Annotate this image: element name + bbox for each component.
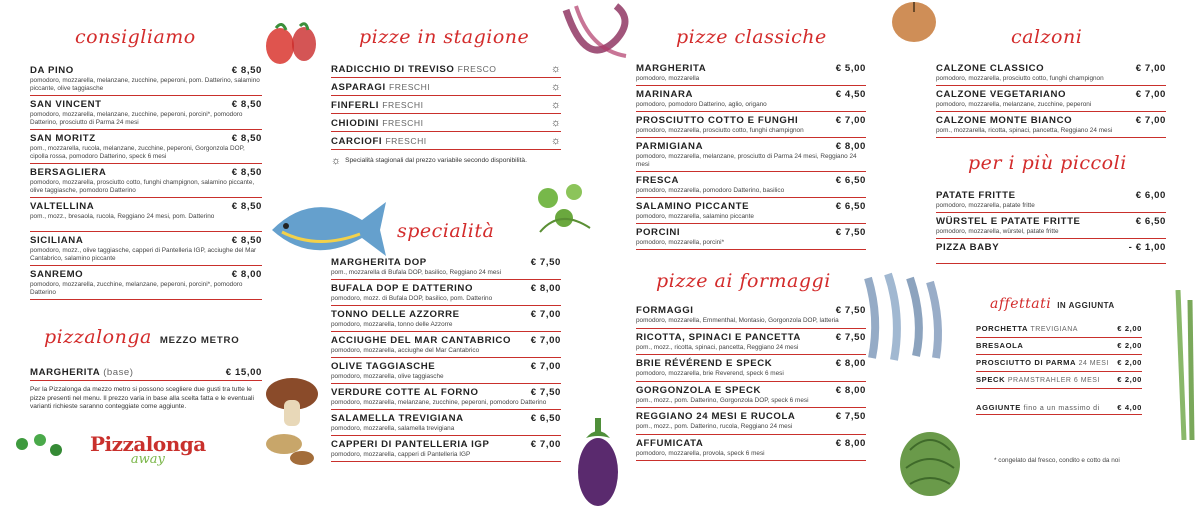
menu-item [30,62,262,96]
pizzalonga-item-price: € 15,00 [225,367,262,378]
item-name: CARCIOFI [331,136,383,147]
menu-item [936,86,1166,112]
item-qualifier: FRESCHI [382,100,424,110]
item-description: pom., mozzarella di Bufala DOP, basilico, Reggiano 24 mesi [331,269,502,276]
item-price: € 7,00 [835,115,866,126]
item-qualifier: FRESCHI [389,82,431,92]
menu-item [331,280,561,306]
item-price: € 8,50 [231,167,262,178]
item-description: pomodoro, mozzarella, melanzane, zucchine, peperoni, pom. Datterino, salamino piccante, olive taggiasche [30,77,260,92]
item-name: REGGIANO 24 MESI E RUCOLA [636,411,796,422]
cold-cut-item [976,355,1142,372]
menu-item [30,130,262,164]
menu-item [636,302,866,329]
menu-item [331,358,561,384]
item-price: € 7,50 [835,411,866,422]
item-name: OLIVE TAGGIASCHE [331,361,436,372]
menu-item [936,60,1166,86]
item-price: € 6,00 [1135,190,1166,201]
pizzalonga-margherita [30,364,262,381]
specialita-title: specialità [397,220,495,242]
item-qualifier: 24 MESI [1078,360,1109,367]
menu-item [636,60,866,86]
item-description: pomodoro, mozzarella, patate fritte [936,202,1035,209]
item-name: ASPARAGI [331,82,386,93]
item-name: RADICCHIO DI TREVISO [331,64,455,75]
item-description: pomodoro, mozzarella, porcini* [636,239,725,246]
aggiunte-name: AGGIUNTE [976,403,1021,412]
item-name: SALAMELLA TREVIGIANA [331,413,464,424]
item-price: € 7,50 [530,257,561,268]
pizzalonga-item-qual: (base) [103,367,134,378]
item-description: pomodoro, mozzarella, prosciutto cotto, funghi champignon, salamino piccante, olive taggiasche, pomodoro Datterino [30,179,255,194]
item-qualifier: TREVIGIANA [1030,326,1078,333]
consigliamo-title: consigliamo [75,26,196,48]
menu-item [30,96,262,130]
item-name: BRIE RÉVÉREND E SPECK [636,358,773,369]
herbs-illustration [530,178,600,238]
asparagus-illustration [1170,290,1200,440]
stagione-list [331,60,561,150]
sun-icon: ☼ [550,81,561,93]
formaggi-title: pizze ai formaggi [656,270,831,292]
item-name: DA PINO [30,65,74,76]
item-price: € 4,50 [835,89,866,100]
sun-icon: ☼ [331,155,342,167]
cold-cut-item [976,338,1142,355]
seasonal-item [331,114,561,132]
item-qualifier: FRESCHI [385,136,427,146]
item-name: CHIODINI [331,118,379,129]
item-name: FINFERLI [331,100,379,111]
eggplant-illustration [566,408,630,510]
tuna-fish-illustration [262,180,390,270]
menu-item [936,239,1166,264]
menu-item [636,355,866,382]
item-price: € 8,00 [835,384,866,396]
item-description: pomodoro, mozzarella, melanzane, prosciutto di Parma 24 mesi, Reggiano 24 mesi [636,153,857,168]
item-description: pomodoro, mozzarella, olive taggiasche [331,373,444,380]
menu-item [30,232,262,266]
item-price: € 2,00 [1117,341,1142,350]
item-price: € 7,00 [530,335,561,346]
item-qualifier: PRAMSTRAHLER 6 MESI [1007,377,1100,384]
item-description: pomodoro, mozzarella, zucchine, melanzane, peperoni, porcini*, pomodoro Datterino [30,280,243,296]
peas-illustration [10,430,70,464]
sardines-illustration [858,268,950,364]
menu-item [331,332,561,358]
menu-item [636,408,866,435]
stagione-note [331,155,527,167]
sun-icon: ☼ [550,63,561,75]
affettati-subtitle: IN AGGIUNTA [1057,301,1115,310]
item-name: SALAMINO PICCANTE [636,201,750,212]
item-name: PIZZA BABY [936,242,1000,253]
pizzalonga-subtitle: MEZZO METRO [159,335,240,346]
item-name: SPECK [976,375,1006,384]
item-price: € 7,00 [530,439,561,450]
aggiunte-row [976,400,1142,415]
affettati-title: affettati [990,296,1052,312]
menu-item [30,198,262,232]
sun-icon: ☼ [550,117,561,129]
seasonal-item [331,132,561,150]
item-name: BERSAGLIERA [30,167,107,178]
item-price: € 8,50 [231,201,262,212]
item-description: pomodoro, mozzarella, brie Reverend, speck 6 mesi [636,370,784,377]
menu-item [636,329,866,356]
item-qualifier: FRESCO [457,64,497,74]
menu-item [331,306,561,332]
menu-item [636,172,866,198]
item-price: € 7,50 [835,227,866,238]
footnote: * congelato dal fresco, condito e cotto da noi [994,457,1120,464]
consigliamo-list [30,62,262,300]
classiche-list [636,60,866,250]
item-description: pomodoro, mozzarella, prosciutto cotto, funghi champignon [636,127,804,134]
item-price: € 2,00 [1117,375,1142,384]
pizzalonga-header [44,326,240,348]
item-name: VALTELLINA [30,201,95,212]
item-price: € 7,00 [530,309,561,320]
classiche-title: pizze classiche [676,26,827,48]
item-price: € 7,50 [835,331,866,343]
item-name: AFFUMICATA [636,437,704,449]
item-description: pom., mozzarella, ricotta, spinaci, pancetta, Reggiano 24 mesi [936,127,1113,134]
menu-item [936,187,1166,213]
item-name: MARGHERITA DOP [331,257,427,268]
seasonal-item [331,96,561,114]
item-description: pomodoro, mozzarella, salamella trevigiana [331,425,455,432]
item-price: € 7,50 [530,387,561,398]
item-description: pomodoro, mozzarella, acciughe del Mar Cantabrico [331,347,480,354]
item-price: € 7,50 [835,305,866,316]
item-description: pomodoro, mozzarella, pomodoro Datterino, basilico [636,187,785,194]
item-price: € 8,50 [231,133,262,144]
item-description: pomodoro, mozzarella, Emmenthal, Montasio, Gorgonzola DOP, latteria [636,317,839,324]
item-name: VERDURE COTTE AL FORNO [331,387,479,398]
item-price: € 2,00 [1117,324,1142,333]
item-name: PROSCIUTTO DI PARMA [976,358,1076,367]
item-price: € 6,50 [1135,216,1166,227]
item-name: CAPPERI DI PANTELLERIA IGP [331,439,490,450]
menu-item [636,86,866,112]
item-description: pomodoro, mozzarella, salamino piccante [636,213,754,220]
pizzalonga-item-name: MARGHERITA [30,367,100,378]
item-price: € 7,00 [1135,115,1166,126]
cold-cut-item [976,372,1142,389]
tomato-illustration [258,14,328,74]
item-price: - € 1,00 [1128,242,1166,253]
menu-item [331,410,561,436]
aggiunte-qual: fino a un massimo di [1023,405,1100,412]
pizzalonga-note: Per la Pizzalonga da mezzo metro si possono scegliere due gusti tra tutte le pizze presenti nel menu. Il prezzo varia in base alla scelta fatta e le eventuali varianti richieste saranno conteggiate come aggiunte. [30,386,254,410]
menu-item [331,384,561,410]
pizzalonga-logo-main: Pizzalonga [90,432,206,456]
item-description: pomodoro, mozzarella, prosciutto cotto, funghi champignon [936,75,1104,82]
menu-item [331,436,561,462]
item-price: € 8,00 [835,358,866,369]
affettati-header [990,296,1115,312]
sun-icon: ☼ [550,135,561,147]
item-description: pomodoro, mozzarella, melanzane, zucchine, peperoni, porcini*, pomodoro Datterino, prosciutto di Parma 24 mesi [30,111,243,126]
item-name: SAN MORITZ [30,133,96,144]
artichoke-illustration [890,420,970,508]
item-name: PROSCIUTTO COTTO E FUNGHI [636,115,799,126]
item-name: ACCIUGHE DEL MAR CANTABRICO [331,335,512,346]
item-description: pomodoro, mozzarella, würstel, patate fritte [936,228,1059,235]
item-description: pomodoro, mozz. di Bufala DOP, basilico, pom. Datterino [331,295,493,302]
item-name: PORCHETTA [976,324,1028,333]
item-description: pom., mozz., pom. Datterino, Gorgonzola DOP, speck 6 mesi [636,396,809,404]
aggiunte-price: € 4,00 [1117,403,1142,412]
item-name: TONNO DELLE AZZORRE [331,309,460,320]
item-name: FRESCA [636,175,680,186]
item-price: € 8,50 [231,99,262,110]
seasonal-item [331,78,561,96]
item-name: PATATE FRITTE [936,190,1016,201]
onion-illustration [884,0,944,48]
item-price: € 8,50 [231,65,262,76]
item-price: € 8,00 [835,141,866,152]
specialita-list [331,254,561,462]
item-price: € 6,50 [835,201,866,212]
item-name: CALZONE MONTE BIANCO [936,115,1073,126]
menu-item [936,112,1166,138]
sun-icon: ☼ [550,99,561,111]
pizzalonga-logo-sub: away [130,452,165,467]
item-description: pomodoro, mozzarella, tonno delle Azzorre [331,321,453,328]
item-description: pom., mozz., bresaola, rucola, Reggiano 24 mesi, pom. Datterino [30,213,215,220]
item-price: € 8,00 [231,268,262,280]
item-price: € 5,00 [835,63,866,74]
menu-item [636,198,866,224]
item-name: SANREMO [30,268,84,280]
item-name: CALZONE VEGETARIANO [936,89,1067,100]
pizzalonga-title: pizzalonga [44,326,152,348]
item-description: pomodoro, mozzarella, melanzane, zucchine, peperoni, pomodoro Datterino [331,399,547,406]
menu-item [636,224,866,250]
formaggi-list [636,302,866,461]
item-description: pom., mozzarella, rucola, melanzane, zucchine, peperoni, Gorgonzola DOP, cipolla rossa, pomodoro Datterino, speck 6 mesi [30,145,245,160]
item-description: pomodoro, mozzarella [636,75,700,82]
item-price: € 6,50 [835,175,866,186]
item-name: PORCINI [636,227,681,238]
item-price: € 7,00 [530,361,561,372]
menu-item [636,382,866,409]
item-description: pomodoro, mozzarella, provola, speck 6 mesi [636,449,765,457]
piccoli-title: per i più piccoli [968,152,1127,174]
item-description: pom., mozz., ricotta, spinaci, pancetta, Reggiano 24 mesi [636,343,799,351]
stagione-title: pizze in stagione [359,26,530,48]
affettati-list [976,321,1142,389]
seasonal-item [331,60,561,78]
piccoli-list [936,187,1166,264]
cold-cut-item [976,321,1142,338]
stagione-note-text: Specialità stagionali dal prezzo variabile secondo disponibilità. [345,156,527,164]
item-name: SICILIANA [30,234,84,246]
item-description: pomodoro, mozz., olive taggiasche, capperi di Pantelleria IGP, acciughe del Mar Cantabrico, salamino piccante [30,246,257,262]
item-description: pomodoro, mozzarella, capperi di Pantelleria IGP [331,451,471,458]
item-name: GORGONZOLA E SPECK [636,384,762,396]
calzoni-list [936,60,1166,138]
item-name: MARGHERITA [636,63,707,74]
mushroom-illustration [262,372,324,472]
item-price: € 6,50 [530,413,561,424]
item-price: € 7,00 [1135,89,1166,100]
calzoni-title: calzoni [1011,26,1083,48]
item-name: CALZONE CLASSICO [936,63,1045,74]
item-name: WÜRSTEL E PATATE FRITTE [936,216,1081,227]
item-name: RICOTTA, SPINACI E PANCETTA [636,331,801,343]
item-name: SAN VINCENT [30,99,102,110]
item-price: € 8,00 [835,437,866,449]
item-price: € 2,00 [1117,358,1142,367]
menu-item [636,138,866,172]
menu-item [30,164,262,198]
item-name: PARMIGIANA [636,141,704,152]
item-qualifier: FRESCHI [382,118,424,128]
item-name: BRESAOLA [976,341,1024,350]
item-price: € 8,50 [231,234,262,246]
item-name: FORMAGGI [636,305,694,316]
pizzalonga-logo [90,432,206,467]
radicchio-illustration [556,0,636,70]
menu-item [636,112,866,138]
item-price: € 8,00 [530,283,561,294]
item-name: MARINARA [636,89,694,100]
item-price: € 7,00 [1135,63,1166,74]
menu-item [30,266,262,300]
item-name: BUFALA DOP E DATTERINO [331,283,474,294]
item-description: pomodoro, pomodoro Datterino, aglio, origano [636,101,767,108]
item-description: pom., mozz., pom. Datterino, rucola, Reggiano 24 mesi [636,423,793,430]
item-description: pomodoro, mozzarella, melanzane, zucchine, peperoni [936,101,1092,108]
menu-item [936,213,1166,239]
menu-item [636,435,866,462]
